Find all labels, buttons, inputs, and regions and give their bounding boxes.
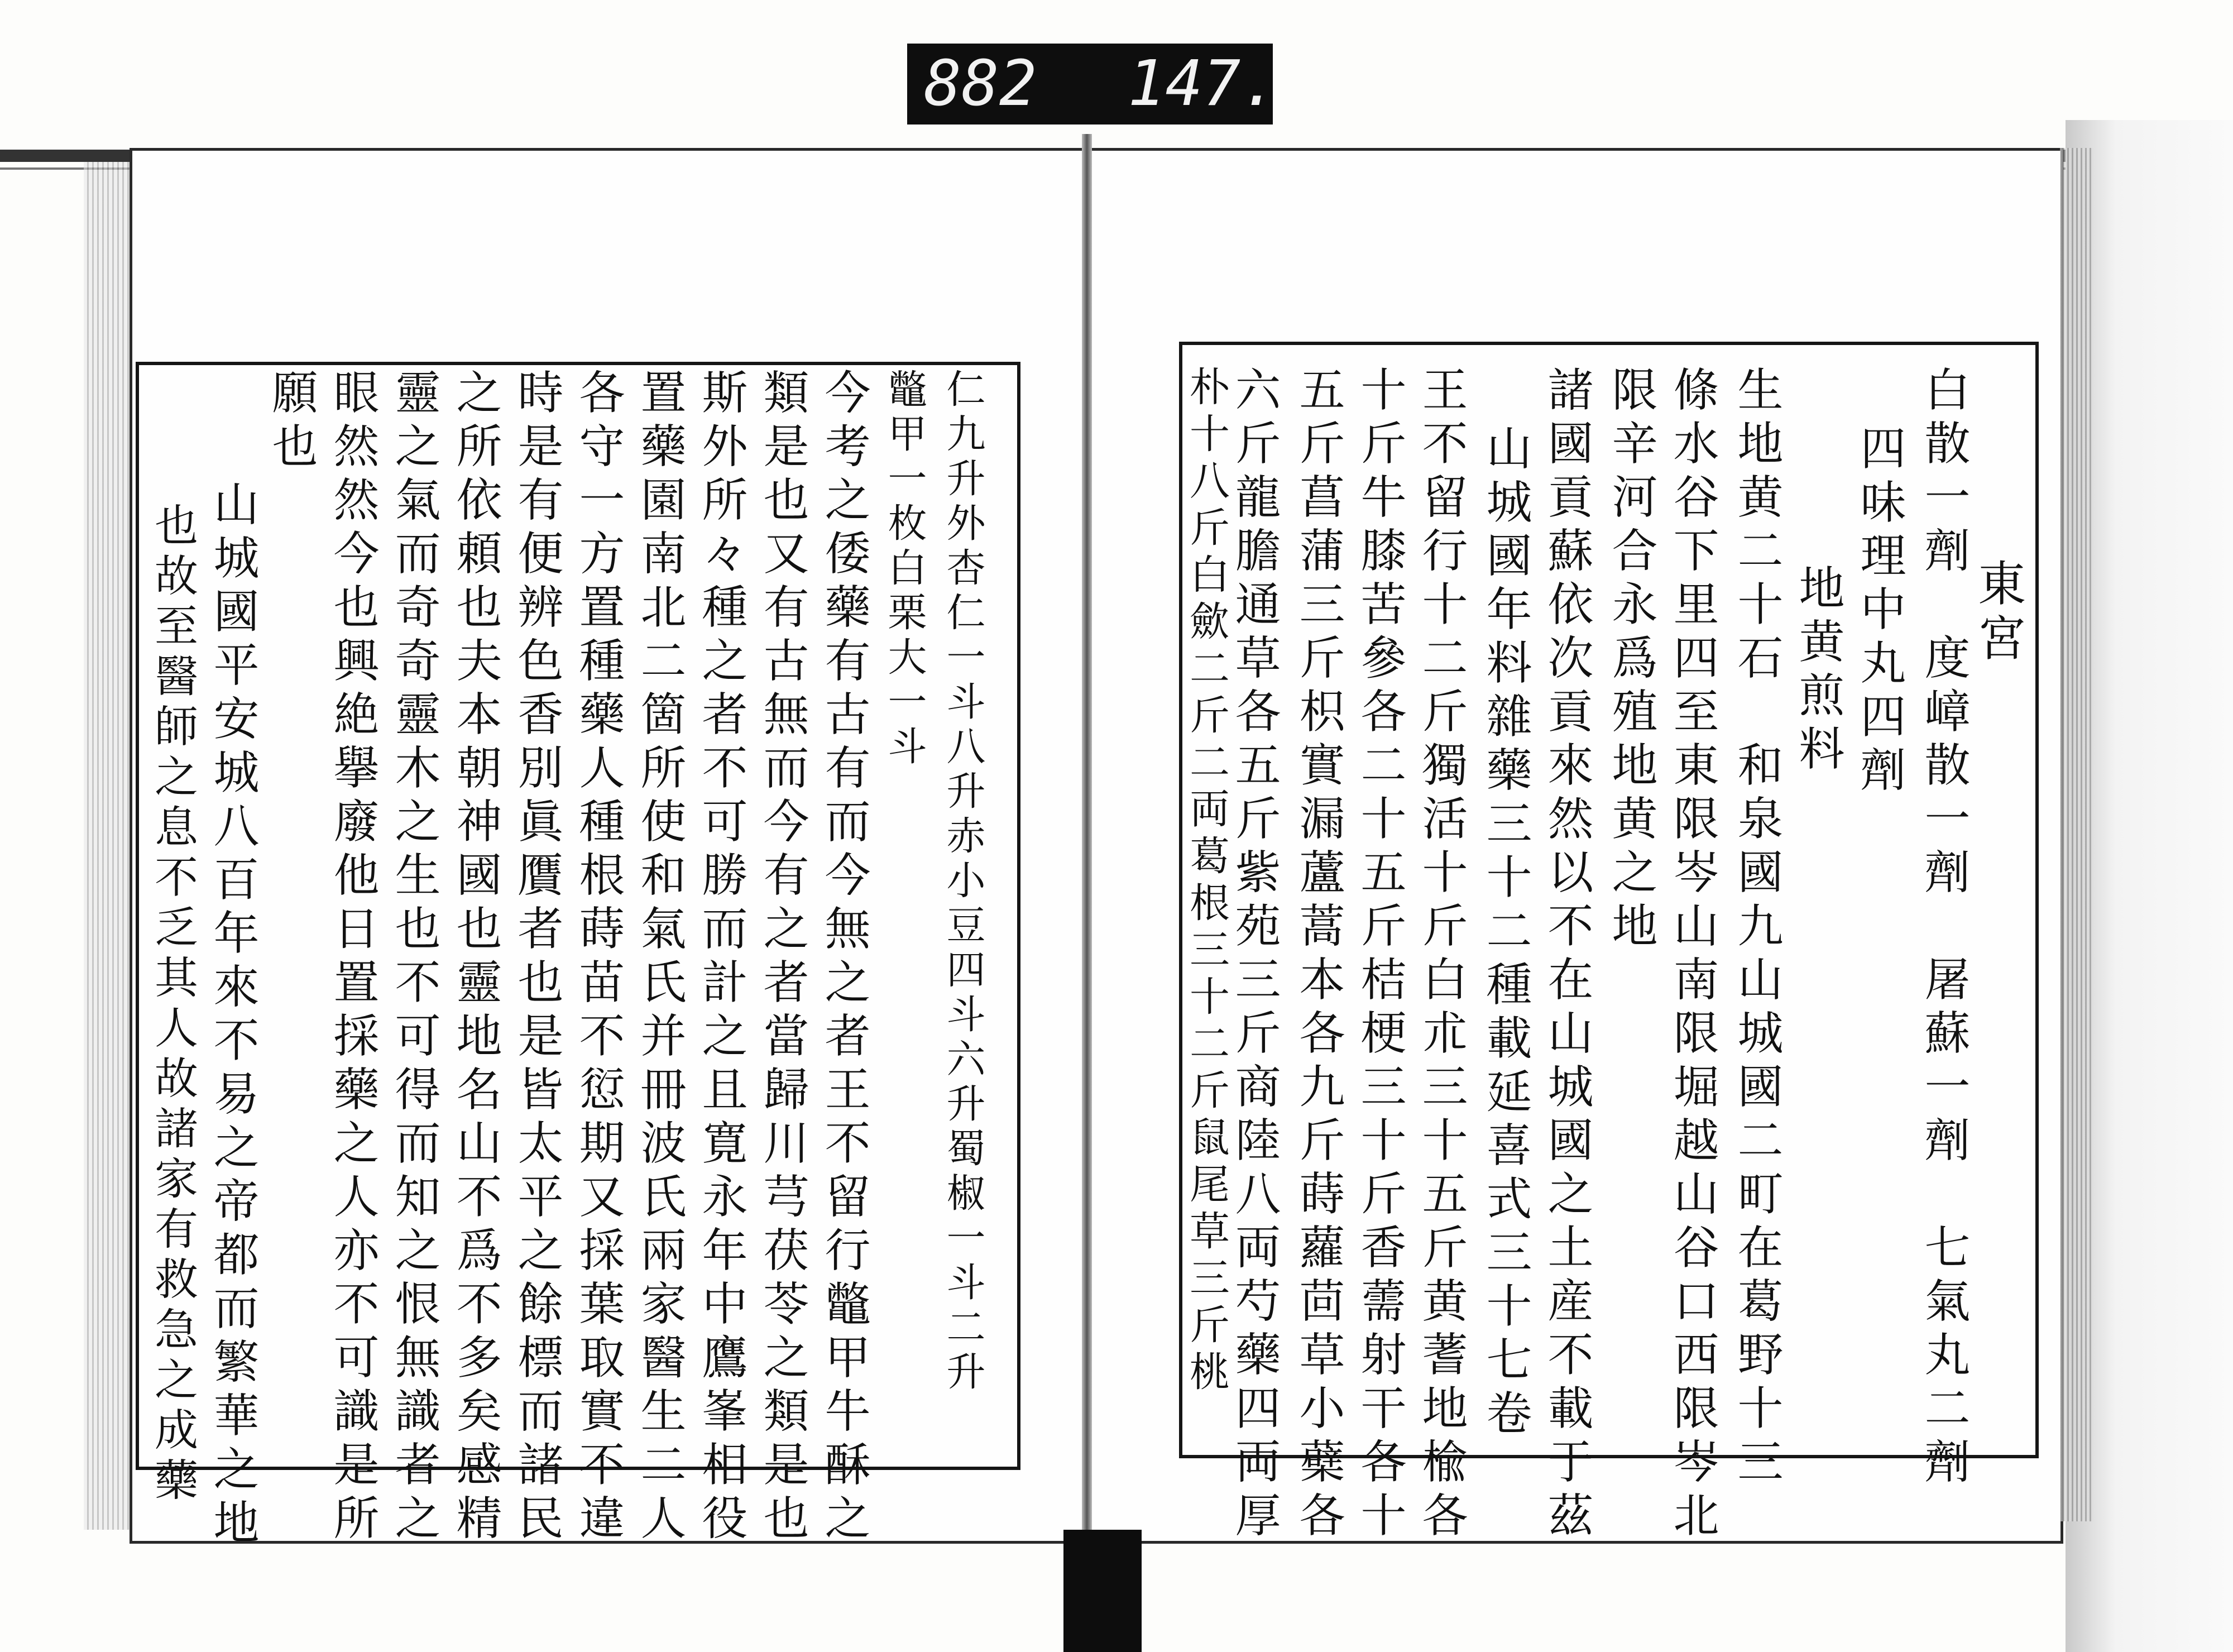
text-column: 生地黄二十石 和泉國九山城國二町在葛野十三 xyxy=(1730,366,1783,1491)
film-id-label xyxy=(907,44,1278,125)
text-column: 王不留行十二斤獨活十斤白朮三十五斤黄蓍地楡各 xyxy=(1415,366,1468,1545)
text-column: 斯外所々種之者不可勝而計之且寛永年中鷹峯相役 xyxy=(694,368,747,1548)
text-column: 山城國年料雜藥三十二種載延喜式三十七卷 xyxy=(1479,424,1532,1443)
text-column: 各守一方置種藥人種根蒔苗不愆期又採葉取實不違 xyxy=(572,368,625,1548)
text-column: 五斤菖蒲三斤枳實漏蘆蒿本各九斤蒔蘿茴草小蘗各 xyxy=(1292,366,1345,1545)
text-column: 地黄煎料 xyxy=(1791,564,1844,778)
text-column: 山城國平安城八百年來不易之帝都而繁華之地 xyxy=(206,480,259,1552)
text-column: 鼈甲一枚白栗大一斗 xyxy=(881,368,927,770)
text-column: 時是有便辨色香別眞贋者也是皆太平之餘標而諸民 xyxy=(510,368,563,1548)
film-id-left: 882 xyxy=(924,47,1037,120)
text-column: 白散一劑 度嶂散一劑 屠蘇一劑 七氣丸二劑 xyxy=(1917,366,1970,1491)
text-column: 限辛河合永爲殖地黄之地 xyxy=(1604,366,1657,955)
text-column: 六斤龍膽通草各五斤紫苑三斤商陸八両芍藥四両厚 xyxy=(1228,366,1281,1545)
right-page-edges xyxy=(2060,148,2093,1521)
text-column: 十斤牛膝苦參各二十五斤桔梗三十斤香薷射干各十 xyxy=(1353,366,1406,1545)
text-column: 靈之氣而奇奇靈木之生也不可得而知之恨無識者之 xyxy=(387,368,440,1548)
text-column: 仁九升外杏仁一斗八升赤小豆四斗六升蜀椒一斗二升 xyxy=(940,368,986,1396)
gutter-clip xyxy=(1063,1530,1142,1652)
text-column: 之所依頼也夫本朝神國也靈地名山不爲不多矣感精 xyxy=(449,368,502,1548)
text-column: 朴十八斤白歛二斤二両葛根三十二斤鼠尾草三斤桃 xyxy=(1183,366,1230,1397)
text-column: 四味理中丸四劑 xyxy=(1853,424,1906,799)
text-column: 今考之倭藥有古有而今無之者王不留行鼈甲牛酥之 xyxy=(817,368,870,1548)
text-column: 也故至醫師之息不乏其人故諸家有救急之成藥 xyxy=(147,502,198,1507)
text-column: 置藥園南北二箇所使和氣氏并冊波氏兩家醫生二人 xyxy=(633,368,686,1548)
text-column: 諸國貢蘇依次貢來然以不在山城國之土産不載于茲 xyxy=(1540,366,1593,1545)
text-column: 願也 xyxy=(265,368,318,476)
text-column: 眼然然今也興絶擧廢他日置採藥之人亦不可識是所 xyxy=(326,368,379,1548)
section-heading: 東宮 xyxy=(1970,558,2025,668)
text-column: 類是也又有古無而今有之者當歸川芎茯苓之類是也 xyxy=(756,368,809,1548)
book-gutter xyxy=(1082,134,1092,1552)
left-page-edges xyxy=(84,162,134,1530)
text-column: 條水谷下里四至東限岑山南限堀越山谷口西限岑北 xyxy=(1666,366,1719,1545)
film-id-right: 147. xyxy=(1128,47,1278,120)
